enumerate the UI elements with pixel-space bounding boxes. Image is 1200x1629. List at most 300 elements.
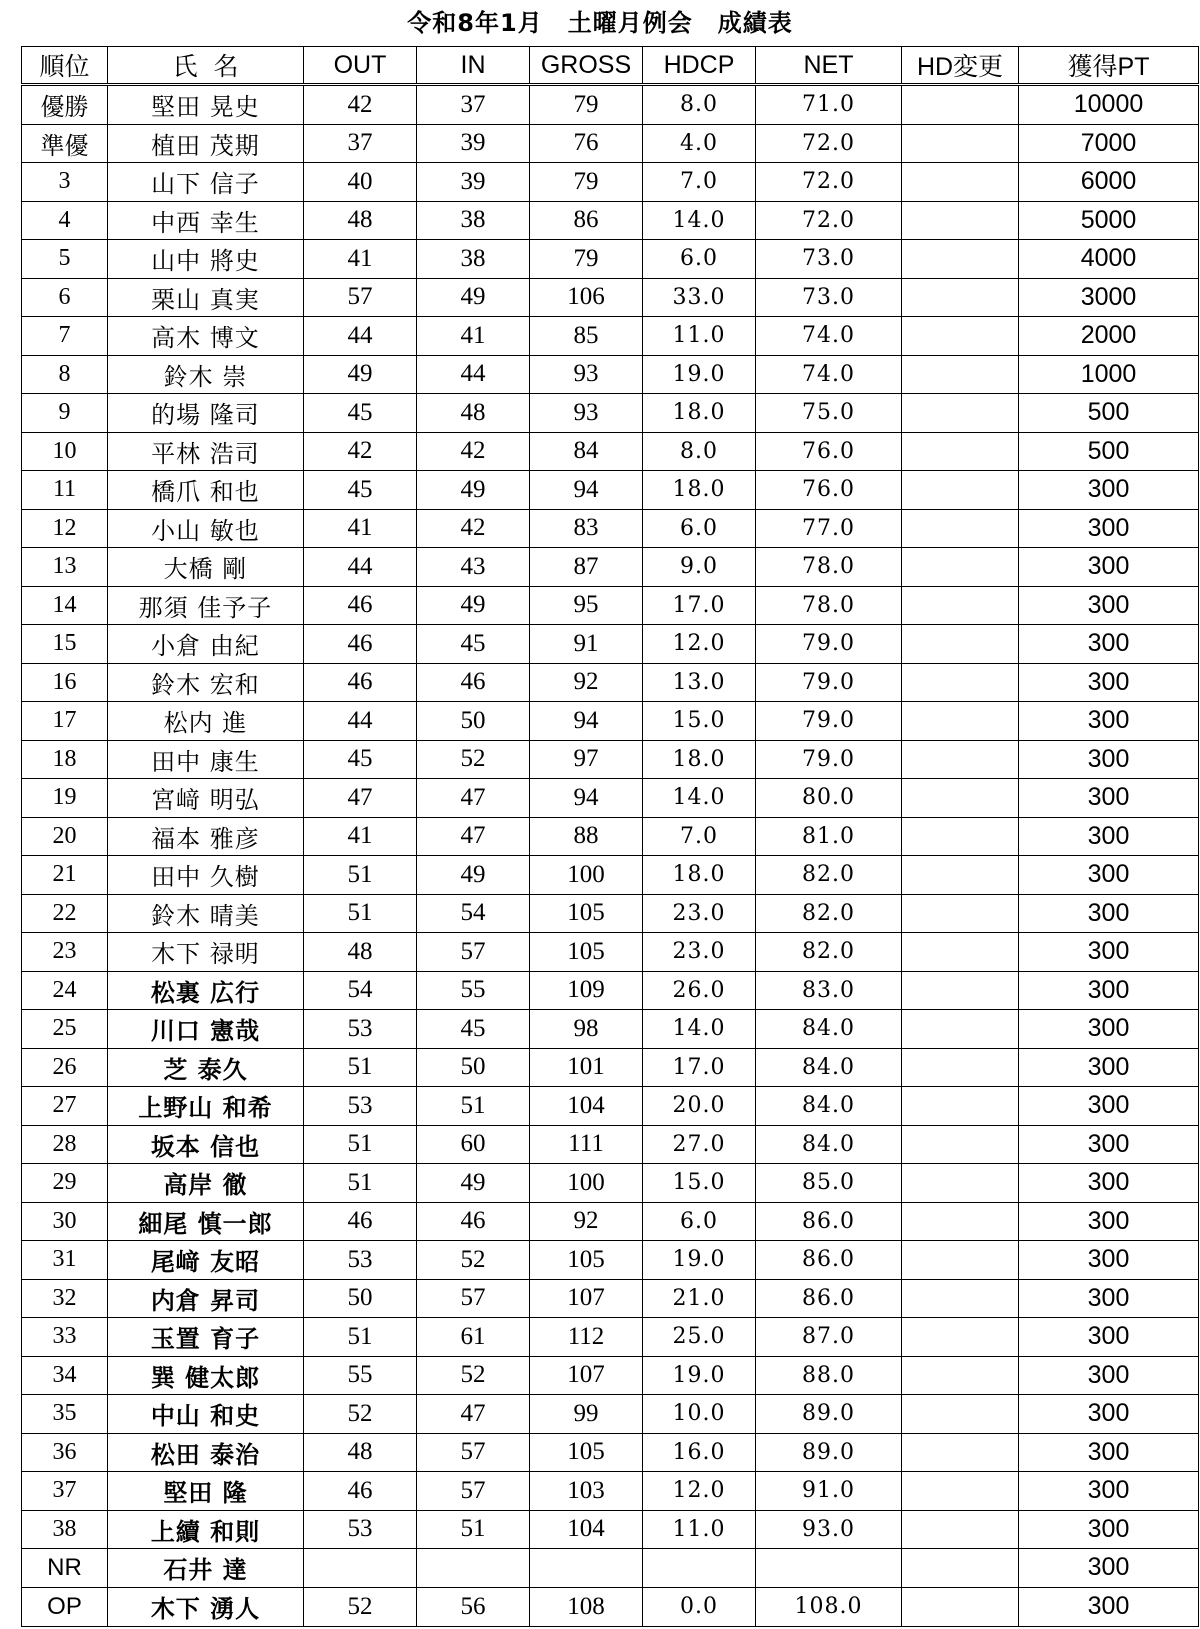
out-score-cell: 48 <box>304 201 417 240</box>
table-row <box>22 702 1199 741</box>
rank-cell: 6 <box>22 278 108 317</box>
hd-change-cell <box>902 1587 1019 1626</box>
player-name-cell: 福本 雅彦 <box>108 817 304 856</box>
hd-change-cell <box>902 779 1019 818</box>
hdcp-cell: 7.0 <box>643 163 756 202</box>
hd-change-cell <box>902 586 1019 625</box>
hd-change-cell <box>902 740 1019 779</box>
hdcp-cell: 19.0 <box>643 355 756 394</box>
points-cell: 3000 <box>1019 278 1199 317</box>
hdcp-cell: 6.0 <box>643 1202 756 1241</box>
in-score-cell: 44 <box>417 355 530 394</box>
points-cell: 300 <box>1019 1510 1199 1549</box>
net-score-cell: 79.0 <box>756 625 902 664</box>
net-score-cell: 108.0 <box>756 1587 902 1626</box>
points-cell: 300 <box>1019 971 1199 1010</box>
net-score-cell: 82.0 <box>756 856 902 895</box>
gross-score-cell: 76 <box>530 124 643 163</box>
results-body <box>22 85 1199 1627</box>
table-row <box>22 317 1199 356</box>
gross-score-cell: 79 <box>530 85 643 125</box>
hd-change-cell <box>902 1010 1019 1049</box>
in-score-cell: 50 <box>417 1048 530 1087</box>
table-row <box>22 278 1199 317</box>
header-out: OUT <box>304 47 417 85</box>
rank-cell: 23 <box>22 933 108 972</box>
in-score-cell: 38 <box>417 201 530 240</box>
points-cell: 300 <box>1019 856 1199 895</box>
in-score-cell: 51 <box>417 1087 530 1126</box>
table-row <box>22 1318 1199 1357</box>
net-score-cell: 74.0 <box>756 317 902 356</box>
player-name-cell: 中山 和史 <box>108 1395 304 1434</box>
hd-change-cell <box>902 1048 1019 1087</box>
rank-cell: 10 <box>22 432 108 471</box>
net-score-cell: 79.0 <box>756 702 902 741</box>
player-name-cell: 鈴木 宏和 <box>108 663 304 702</box>
out-score-cell: 54 <box>304 971 417 1010</box>
gross-score-cell: 88 <box>530 817 643 856</box>
table-row <box>22 1433 1199 1472</box>
player-name-cell: 那須 佳予子 <box>108 586 304 625</box>
in-score-cell: 57 <box>417 1433 530 1472</box>
player-name-cell: 的場 隆司 <box>108 394 304 433</box>
hd-change-cell <box>902 85 1019 125</box>
out-score-cell: 46 <box>304 1472 417 1511</box>
hdcp-cell: 26.0 <box>643 971 756 1010</box>
hdcp-cell: 15.0 <box>643 702 756 741</box>
header-row <box>22 47 1199 85</box>
out-score-cell: 46 <box>304 625 417 664</box>
out-score-cell: 50 <box>304 1279 417 1318</box>
points-cell: 1000 <box>1019 355 1199 394</box>
gross-score-cell: 107 <box>530 1356 643 1395</box>
net-score-cell: 84.0 <box>756 1087 902 1126</box>
net-score-cell: 72.0 <box>756 201 902 240</box>
in-score-cell: 43 <box>417 548 530 587</box>
in-score-cell: 55 <box>417 971 530 1010</box>
net-score-cell: 76.0 <box>756 432 902 471</box>
table-row <box>22 1395 1199 1434</box>
points-cell: 300 <box>1019 779 1199 818</box>
out-score-cell <box>304 1549 417 1588</box>
points-cell: 300 <box>1019 1241 1199 1280</box>
net-score-cell: 78.0 <box>756 548 902 587</box>
hdcp-cell: 4.0 <box>643 124 756 163</box>
in-score-cell: 50 <box>417 702 530 741</box>
rank-cell: 18 <box>22 740 108 779</box>
in-score-cell: 45 <box>417 625 530 664</box>
in-score-cell: 52 <box>417 1356 530 1395</box>
gross-score-cell: 91 <box>530 625 643 664</box>
hdcp-cell: 18.0 <box>643 740 756 779</box>
in-score-cell: 39 <box>417 163 530 202</box>
hd-change-cell <box>902 432 1019 471</box>
rank-cell: 29 <box>22 1164 108 1203</box>
in-score-cell: 42 <box>417 509 530 548</box>
gross-score-cell: 105 <box>530 933 643 972</box>
header-hdcp: HDCP <box>643 47 756 85</box>
hdcp-cell: 23.0 <box>643 894 756 933</box>
rank-cell: 33 <box>22 1318 108 1357</box>
rank-cell: 11 <box>22 471 108 510</box>
gross-score-cell: 105 <box>530 1433 643 1472</box>
in-score-cell: 54 <box>417 894 530 933</box>
net-score-cell: 82.0 <box>756 894 902 933</box>
table-row <box>22 1125 1199 1164</box>
hd-change-cell <box>902 1549 1019 1588</box>
points-cell: 300 <box>1019 894 1199 933</box>
rank-cell: 5 <box>22 240 108 279</box>
gross-score-cell: 94 <box>530 779 643 818</box>
table-row <box>22 663 1199 702</box>
header-net: NET <box>756 47 902 85</box>
points-cell: 300 <box>1019 1318 1199 1357</box>
net-score-cell: 84.0 <box>756 1048 902 1087</box>
hd-change-cell <box>902 702 1019 741</box>
points-cell: 300 <box>1019 1395 1199 1434</box>
in-score-cell: 42 <box>417 432 530 471</box>
player-name-cell: 小山 敏也 <box>108 509 304 548</box>
rank-cell: 優勝 <box>22 85 108 125</box>
table-row <box>22 1048 1199 1087</box>
table-row <box>22 124 1199 163</box>
hdcp-cell: 12.0 <box>643 1472 756 1511</box>
gross-score-cell: 86 <box>530 201 643 240</box>
rank-cell: 32 <box>22 1279 108 1318</box>
table-row <box>22 432 1199 471</box>
table-row <box>22 240 1199 279</box>
net-score-cell <box>756 1549 902 1588</box>
player-name-cell: 巽 健太郎 <box>108 1356 304 1395</box>
header-hd-change: HD変更 <box>902 47 1019 85</box>
out-score-cell: 45 <box>304 394 417 433</box>
player-name-cell: 橋爪 和也 <box>108 471 304 510</box>
hdcp-cell: 14.0 <box>643 779 756 818</box>
out-score-cell: 47 <box>304 779 417 818</box>
player-name-cell: 田中 康生 <box>108 740 304 779</box>
hd-change-cell <box>902 1433 1019 1472</box>
rank-cell: 19 <box>22 779 108 818</box>
gross-score-cell: 87 <box>530 548 643 587</box>
hdcp-cell: 17.0 <box>643 586 756 625</box>
player-name-cell: 山下 信子 <box>108 163 304 202</box>
gross-score-cell: 99 <box>530 1395 643 1434</box>
in-score-cell: 47 <box>417 1395 530 1434</box>
out-score-cell: 51 <box>304 1318 417 1357</box>
out-score-cell: 51 <box>304 1048 417 1087</box>
net-score-cell: 82.0 <box>756 933 902 972</box>
in-score-cell: 52 <box>417 740 530 779</box>
out-score-cell: 53 <box>304 1241 417 1280</box>
net-score-cell: 83.0 <box>756 971 902 1010</box>
net-score-cell: 91.0 <box>756 1472 902 1511</box>
net-score-cell: 86.0 <box>756 1202 902 1241</box>
out-score-cell: 44 <box>304 317 417 356</box>
net-score-cell: 88.0 <box>756 1356 902 1395</box>
out-score-cell: 46 <box>304 1202 417 1241</box>
table-row <box>22 971 1199 1010</box>
hdcp-cell: 16.0 <box>643 1433 756 1472</box>
gross-score-cell: 112 <box>530 1318 643 1357</box>
player-name-cell: 木下 禄明 <box>108 933 304 972</box>
rank-cell: 21 <box>22 856 108 895</box>
net-score-cell: 89.0 <box>756 1395 902 1434</box>
points-cell: 300 <box>1019 1125 1199 1164</box>
hdcp-cell: 8.0 <box>643 85 756 125</box>
table-row <box>22 1010 1199 1049</box>
hdcp-cell: 23.0 <box>643 933 756 972</box>
hdcp-cell: 18.0 <box>643 471 756 510</box>
player-name-cell: 堅田 晃史 <box>108 85 304 125</box>
out-score-cell: 44 <box>304 702 417 741</box>
in-score-cell: 57 <box>417 1472 530 1511</box>
player-name-cell: 鈴木 晴美 <box>108 894 304 933</box>
gross-score-cell: 104 <box>530 1510 643 1549</box>
table-row <box>22 1087 1199 1126</box>
page-title: 令和8年1月 土曜月例会 成績表 <box>407 9 793 37</box>
net-score-cell: 72.0 <box>756 124 902 163</box>
in-score-cell: 49 <box>417 856 530 895</box>
hd-change-cell <box>902 894 1019 933</box>
hd-change-cell <box>902 278 1019 317</box>
rank-cell: 35 <box>22 1395 108 1434</box>
rank-cell: 15 <box>22 625 108 664</box>
gross-score-cell: 94 <box>530 702 643 741</box>
table-row <box>22 1472 1199 1511</box>
player-name-cell: 山中 將史 <box>108 240 304 279</box>
points-cell: 300 <box>1019 548 1199 587</box>
net-score-cell: 85.0 <box>756 1164 902 1203</box>
rank-cell: 37 <box>22 1472 108 1511</box>
net-score-cell: 76.0 <box>756 471 902 510</box>
rank-cell: 38 <box>22 1510 108 1549</box>
out-score-cell: 48 <box>304 933 417 972</box>
rank-cell: 26 <box>22 1048 108 1087</box>
player-name-cell: 松裏 広行 <box>108 971 304 1010</box>
hd-change-cell <box>902 163 1019 202</box>
hdcp-cell: 9.0 <box>643 548 756 587</box>
hdcp-cell: 11.0 <box>643 317 756 356</box>
hdcp-cell: 33.0 <box>643 278 756 317</box>
gross-score-cell: 92 <box>530 1202 643 1241</box>
points-cell: 300 <box>1019 1433 1199 1472</box>
hdcp-cell: 13.0 <box>643 663 756 702</box>
net-score-cell: 86.0 <box>756 1279 902 1318</box>
rank-cell: 3 <box>22 163 108 202</box>
points-cell: 300 <box>1019 933 1199 972</box>
rank-cell: 25 <box>22 1010 108 1049</box>
points-cell: 300 <box>1019 471 1199 510</box>
hd-change-cell <box>902 1356 1019 1395</box>
player-name-cell: 玉置 育子 <box>108 1318 304 1357</box>
hd-change-cell <box>902 124 1019 163</box>
out-score-cell: 55 <box>304 1356 417 1395</box>
out-score-cell: 41 <box>304 509 417 548</box>
player-name-cell: 上續 和則 <box>108 1510 304 1549</box>
hdcp-cell: 19.0 <box>643 1356 756 1395</box>
out-score-cell: 53 <box>304 1010 417 1049</box>
gross-score-cell: 104 <box>530 1087 643 1126</box>
out-score-cell: 53 <box>304 1510 417 1549</box>
gross-score-cell: 111 <box>530 1125 643 1164</box>
gross-score-cell: 108 <box>530 1587 643 1626</box>
hd-change-cell <box>902 1241 1019 1280</box>
in-score-cell: 48 <box>417 394 530 433</box>
points-cell: 7000 <box>1019 124 1199 163</box>
out-score-cell: 51 <box>304 856 417 895</box>
hdcp-cell: 15.0 <box>643 1164 756 1203</box>
player-name-cell: 内倉 昇司 <box>108 1279 304 1318</box>
points-cell: 300 <box>1019 1164 1199 1203</box>
points-cell: 6000 <box>1019 163 1199 202</box>
points-cell: 5000 <box>1019 201 1199 240</box>
hdcp-cell: 17.0 <box>643 1048 756 1087</box>
header-gross: GROSS <box>530 47 643 85</box>
in-score-cell: 49 <box>417 471 530 510</box>
header-points: 獲得PT <box>1019 47 1199 85</box>
table-row <box>22 1279 1199 1318</box>
hdcp-cell: 12.0 <box>643 625 756 664</box>
points-cell: 500 <box>1019 432 1199 471</box>
hdcp-cell: 25.0 <box>643 1318 756 1357</box>
player-name-cell: 鈴木 崇 <box>108 355 304 394</box>
out-score-cell: 44 <box>304 548 417 587</box>
points-cell: 300 <box>1019 625 1199 664</box>
hd-change-cell <box>902 394 1019 433</box>
in-score-cell: 45 <box>417 1010 530 1049</box>
gross-score-cell: 97 <box>530 740 643 779</box>
in-score-cell: 46 <box>417 1202 530 1241</box>
player-name-cell: 坂本 信也 <box>108 1125 304 1164</box>
out-score-cell: 41 <box>304 817 417 856</box>
player-name-cell: 大橋 剛 <box>108 548 304 587</box>
out-score-cell: 57 <box>304 278 417 317</box>
table-row <box>22 856 1199 895</box>
player-name-cell: 細尾 慎一郎 <box>108 1202 304 1241</box>
hd-change-cell <box>902 317 1019 356</box>
gross-score-cell: 79 <box>530 240 643 279</box>
hd-change-cell <box>902 548 1019 587</box>
net-score-cell: 74.0 <box>756 355 902 394</box>
table-row <box>22 355 1199 394</box>
results-table <box>21 46 1199 1627</box>
hdcp-cell: 27.0 <box>643 1125 756 1164</box>
table-row <box>22 625 1199 664</box>
hd-change-cell <box>902 201 1019 240</box>
hdcp-cell: 7.0 <box>643 817 756 856</box>
net-score-cell: 71.0 <box>756 85 902 125</box>
gross-score-cell: 84 <box>530 432 643 471</box>
net-score-cell: 72.0 <box>756 163 902 202</box>
hd-change-cell <box>902 1125 1019 1164</box>
in-score-cell: 47 <box>417 817 530 856</box>
rank-cell: 22 <box>22 894 108 933</box>
points-cell: 4000 <box>1019 240 1199 279</box>
hdcp-cell: 18.0 <box>643 394 756 433</box>
in-score-cell: 41 <box>417 317 530 356</box>
rank-cell: 36 <box>22 1433 108 1472</box>
rank-cell: 34 <box>22 1356 108 1395</box>
hd-change-cell <box>902 355 1019 394</box>
net-score-cell: 79.0 <box>756 663 902 702</box>
net-score-cell: 77.0 <box>756 509 902 548</box>
player-name-cell: 石井 達 <box>108 1549 304 1588</box>
header-name: 氏名 <box>108 47 304 85</box>
hd-change-cell <box>902 1279 1019 1318</box>
points-cell: 10000 <box>1019 85 1199 125</box>
out-score-cell: 42 <box>304 432 417 471</box>
gross-score-cell: 101 <box>530 1048 643 1087</box>
hd-change-cell <box>902 509 1019 548</box>
hdcp-cell: 20.0 <box>643 1087 756 1126</box>
out-score-cell: 45 <box>304 740 417 779</box>
rank-cell: 4 <box>22 201 108 240</box>
table-row <box>22 85 1199 125</box>
gross-score-cell: 100 <box>530 856 643 895</box>
net-score-cell: 75.0 <box>756 394 902 433</box>
gross-score-cell: 92 <box>530 663 643 702</box>
net-score-cell: 81.0 <box>756 817 902 856</box>
hdcp-cell: 6.0 <box>643 509 756 548</box>
points-cell: 300 <box>1019 702 1199 741</box>
rank-cell: 30 <box>22 1202 108 1241</box>
in-score-cell: 57 <box>417 1279 530 1318</box>
net-score-cell: 79.0 <box>756 740 902 779</box>
points-cell: 300 <box>1019 740 1199 779</box>
in-score-cell: 37 <box>417 85 530 125</box>
gross-score-cell: 100 <box>530 1164 643 1203</box>
hd-change-cell <box>902 856 1019 895</box>
points-cell: 300 <box>1019 1048 1199 1087</box>
out-score-cell: 52 <box>304 1587 417 1626</box>
table-row <box>22 1164 1199 1203</box>
in-score-cell: 38 <box>417 240 530 279</box>
rank-cell: 7 <box>22 317 108 356</box>
points-cell: 300 <box>1019 1549 1199 1588</box>
net-score-cell: 73.0 <box>756 240 902 279</box>
out-score-cell: 45 <box>304 471 417 510</box>
hd-change-cell <box>902 817 1019 856</box>
points-cell: 300 <box>1019 509 1199 548</box>
points-cell: 2000 <box>1019 317 1199 356</box>
player-name-cell: 平林 浩司 <box>108 432 304 471</box>
hd-change-cell <box>902 663 1019 702</box>
table-row <box>22 394 1199 433</box>
in-score-cell: 61 <box>417 1318 530 1357</box>
points-cell: 300 <box>1019 1472 1199 1511</box>
in-score-cell: 49 <box>417 586 530 625</box>
gross-score-cell: 79 <box>530 163 643 202</box>
table-row <box>22 1510 1199 1549</box>
player-name-cell: 木下 湧人 <box>108 1587 304 1626</box>
gross-score-cell: 105 <box>530 894 643 933</box>
out-score-cell: 51 <box>304 1125 417 1164</box>
out-score-cell: 51 <box>304 894 417 933</box>
hd-change-cell <box>902 1202 1019 1241</box>
hd-change-cell <box>902 240 1019 279</box>
player-name-cell: 田中 久樹 <box>108 856 304 895</box>
hd-change-cell <box>902 1087 1019 1126</box>
rank-cell: 27 <box>22 1087 108 1126</box>
out-score-cell: 40 <box>304 163 417 202</box>
player-name-cell: 上野山 和希 <box>108 1087 304 1126</box>
player-name-cell: 松内 進 <box>108 702 304 741</box>
gross-score-cell: 98 <box>530 1010 643 1049</box>
player-name-cell: 高岸 徹 <box>108 1164 304 1203</box>
net-score-cell: 80.0 <box>756 779 902 818</box>
header-in: IN <box>417 47 530 85</box>
